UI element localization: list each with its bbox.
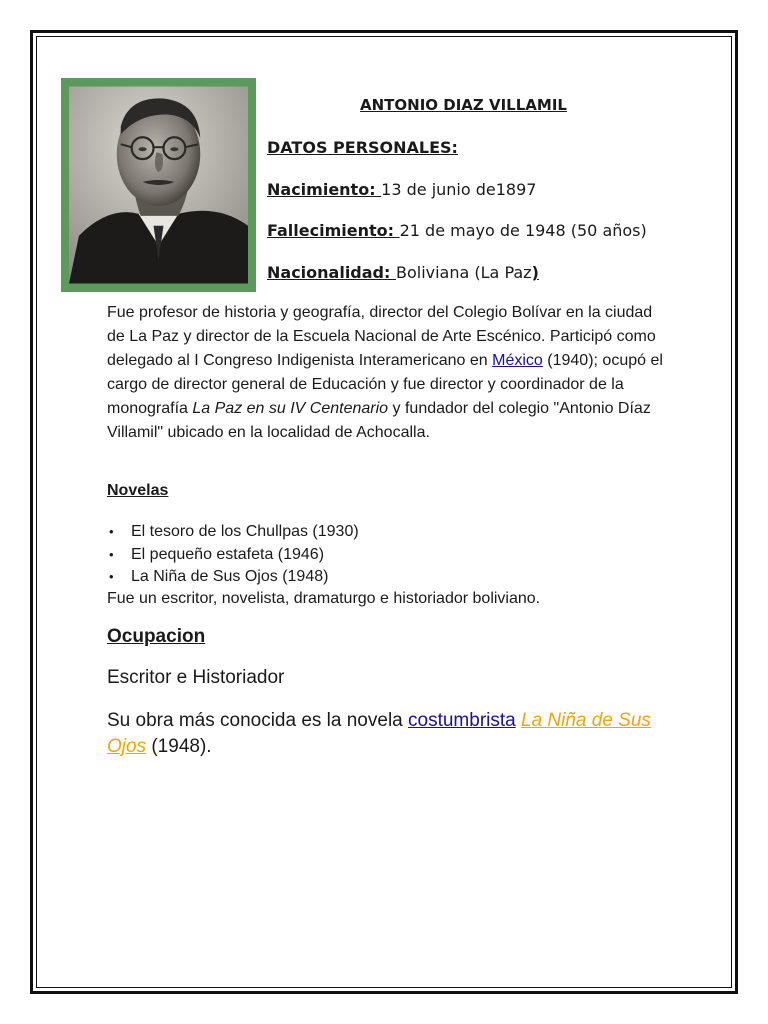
bio-italic-title: La Paz en su IV Centenario [192, 400, 389, 417]
death-row [267, 221, 647, 240]
birth-value: 13 de junio de1897 [381, 180, 537, 199]
list-item: • El pequeño estafeta (1946) [107, 544, 359, 567]
work-prefix: Su obra más conocida es la novela [107, 710, 409, 731]
bio-text-1: Fue profesor de historia y geografía, director del Colegio Bolívar en la ciudad de La Paz y director de la Escuela Nacional de Arte Escénico. Participó como delegado al I Congreso Indigenista Interamericano en [107, 304, 656, 369]
birth-label: Nacimiento: [267, 180, 382, 199]
summary-text: Fue un escritor, novelista, dramaturgo e historiador boliviano. [107, 590, 541, 607]
nationality-row [267, 263, 539, 282]
work-title-link[interactable]: La Niña de Sus Ojos [107, 710, 651, 757]
portrait-image [69, 86, 248, 284]
bio-text-3: y fundador del colegio "Antonio Díaz Villamil" ubicado en la localidad de Achocalla. [107, 400, 651, 441]
list-item: • El tesoro de los Chullpas (1930) [107, 521, 359, 544]
novels-heading: Novelas [107, 482, 169, 499]
bio-text-2: (1940); ocupó el cargo de director general de Educación y fue director y coordinador de la monografía [107, 352, 663, 417]
portrait-photo [61, 78, 256, 292]
death-label: Fallecimiento: [267, 221, 400, 240]
occupation-value: Escritor e Historiador [107, 667, 285, 688]
nationality-label: Nacionalidad: [267, 263, 396, 282]
page-title: ANTONIO DIAZ VILLAMIL [360, 96, 567, 114]
mexico-link[interactable]: México [492, 352, 543, 369]
biography-paragraph [107, 301, 667, 445]
novels-list [107, 521, 359, 589]
list-item: • La Niña de Sus Ojos (1948) [107, 566, 359, 589]
section-label-row [267, 138, 458, 157]
death-value: 21 de mayo de 1948 (50 años) [399, 221, 647, 240]
costumbrista-link[interactable]: costumbrista [408, 710, 516, 731]
section-label: DATOS PERSONALES: [267, 138, 458, 157]
work-year: (1948). [146, 736, 212, 757]
nationality-value: Boliviana (La Paz [395, 263, 532, 282]
occupation-heading: Ocupacion [107, 626, 206, 647]
birth-row [267, 180, 536, 199]
known-work-sentence [107, 708, 667, 760]
nationality-close: ) [531, 263, 539, 282]
